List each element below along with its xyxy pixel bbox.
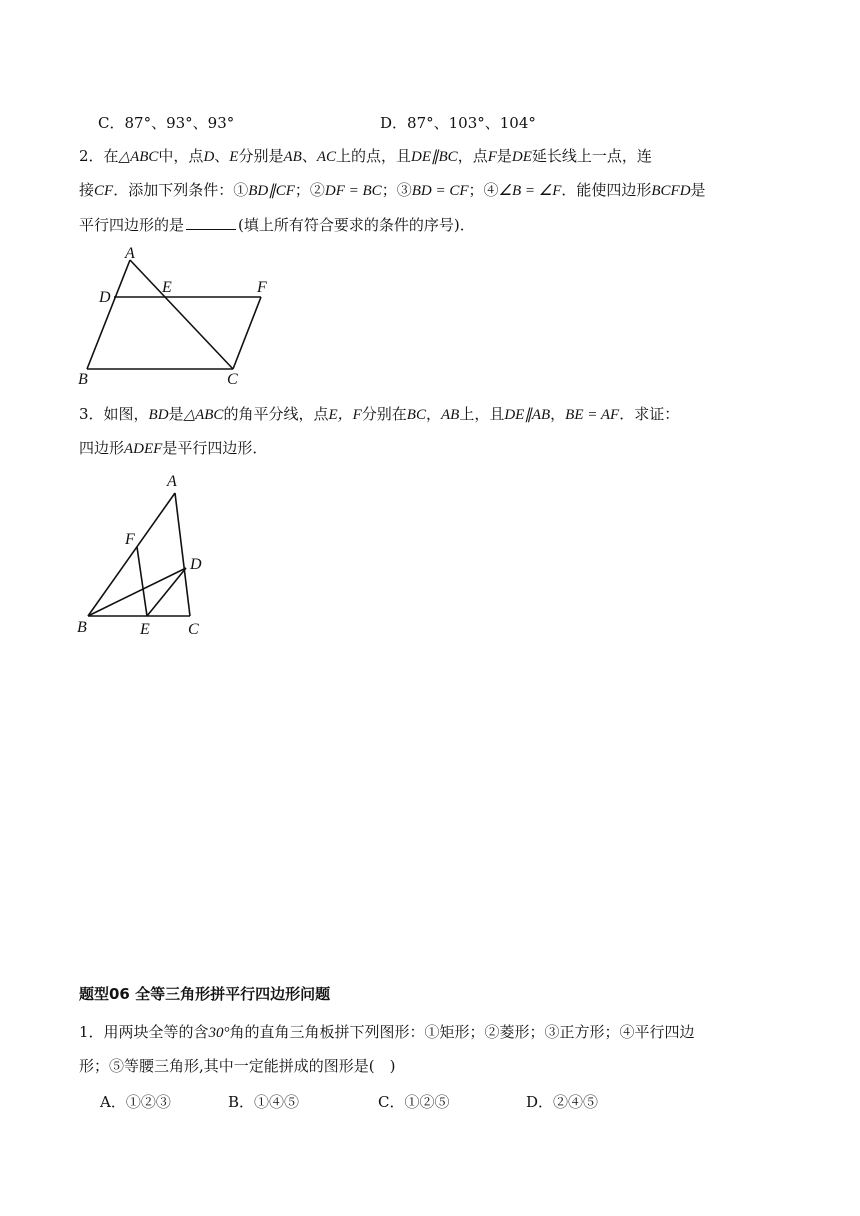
- segment-fe: [137, 547, 147, 616]
- q2-line-1: 2．在△ABC中，点D、E分别是AB、AC上的点，且DE∥BC，点F是DE延长线上一点，连: [79, 147, 652, 165]
- s1-option-c: C．①②⑤: [378, 1093, 450, 1111]
- s1-line-2: 形；⑤等腰三角形,其中一定能拼成的图形是( ): [79, 1057, 396, 1075]
- label-d: D: [190, 556, 202, 573]
- s1-option-d: D．②④⑤: [526, 1093, 599, 1111]
- option-c: C．87°、93°、93°: [98, 114, 235, 132]
- label-e: E: [140, 621, 150, 638]
- segment-ac: [130, 260, 233, 369]
- q3-figure: [70, 468, 220, 643]
- section-heading: 题型06 全等三角形拼平行四边形问题: [79, 985, 331, 1003]
- label-b: B: [78, 371, 88, 388]
- segment-ac: [175, 493, 190, 616]
- label-a: A: [125, 245, 135, 262]
- option-d: D．87°、103°、104°: [380, 114, 536, 132]
- q2-line-3: 平行四边形的是 (填上所有符合要求的条件的序号)．: [79, 216, 475, 234]
- label-b: B: [77, 619, 87, 636]
- s1-option-a: A．①②③: [100, 1093, 171, 1111]
- label-e: E: [162, 279, 172, 296]
- segment-cf: [233, 297, 261, 369]
- label-f: F: [125, 531, 135, 548]
- answer-blank[interactable]: [186, 214, 236, 230]
- label-c: C: [188, 621, 199, 638]
- s1-line-1: 1．用两块全等的含30°角的直角三角板拼下列图形：①矩形；②菱形；③正方形；④平行四边: [79, 1023, 695, 1041]
- label-c: C: [227, 371, 238, 388]
- label-d: D: [99, 289, 111, 306]
- q3-line-2: 四边形ADEF是平行四边形．: [79, 439, 268, 457]
- segment-de: [147, 568, 186, 616]
- q2-line-2: 接CF．添加下列条件：①BD∥CF；②DF = BC；③BD = CF；④∠B = ∠F．能使四边形BCFD是: [79, 181, 706, 199]
- label-f: F: [257, 279, 267, 296]
- label-a: A: [167, 473, 177, 490]
- segment-bd: [88, 568, 186, 616]
- segment-ab: [87, 260, 130, 369]
- s1-option-b: B．①④⑤: [228, 1093, 300, 1111]
- q3-line-1: 3．如图，BD是△ABC的角平分线，点E，F分别在BC，AB上，且DE∥AB，BE = AF．求证：: [79, 405, 680, 423]
- q2-figure: [70, 244, 280, 389]
